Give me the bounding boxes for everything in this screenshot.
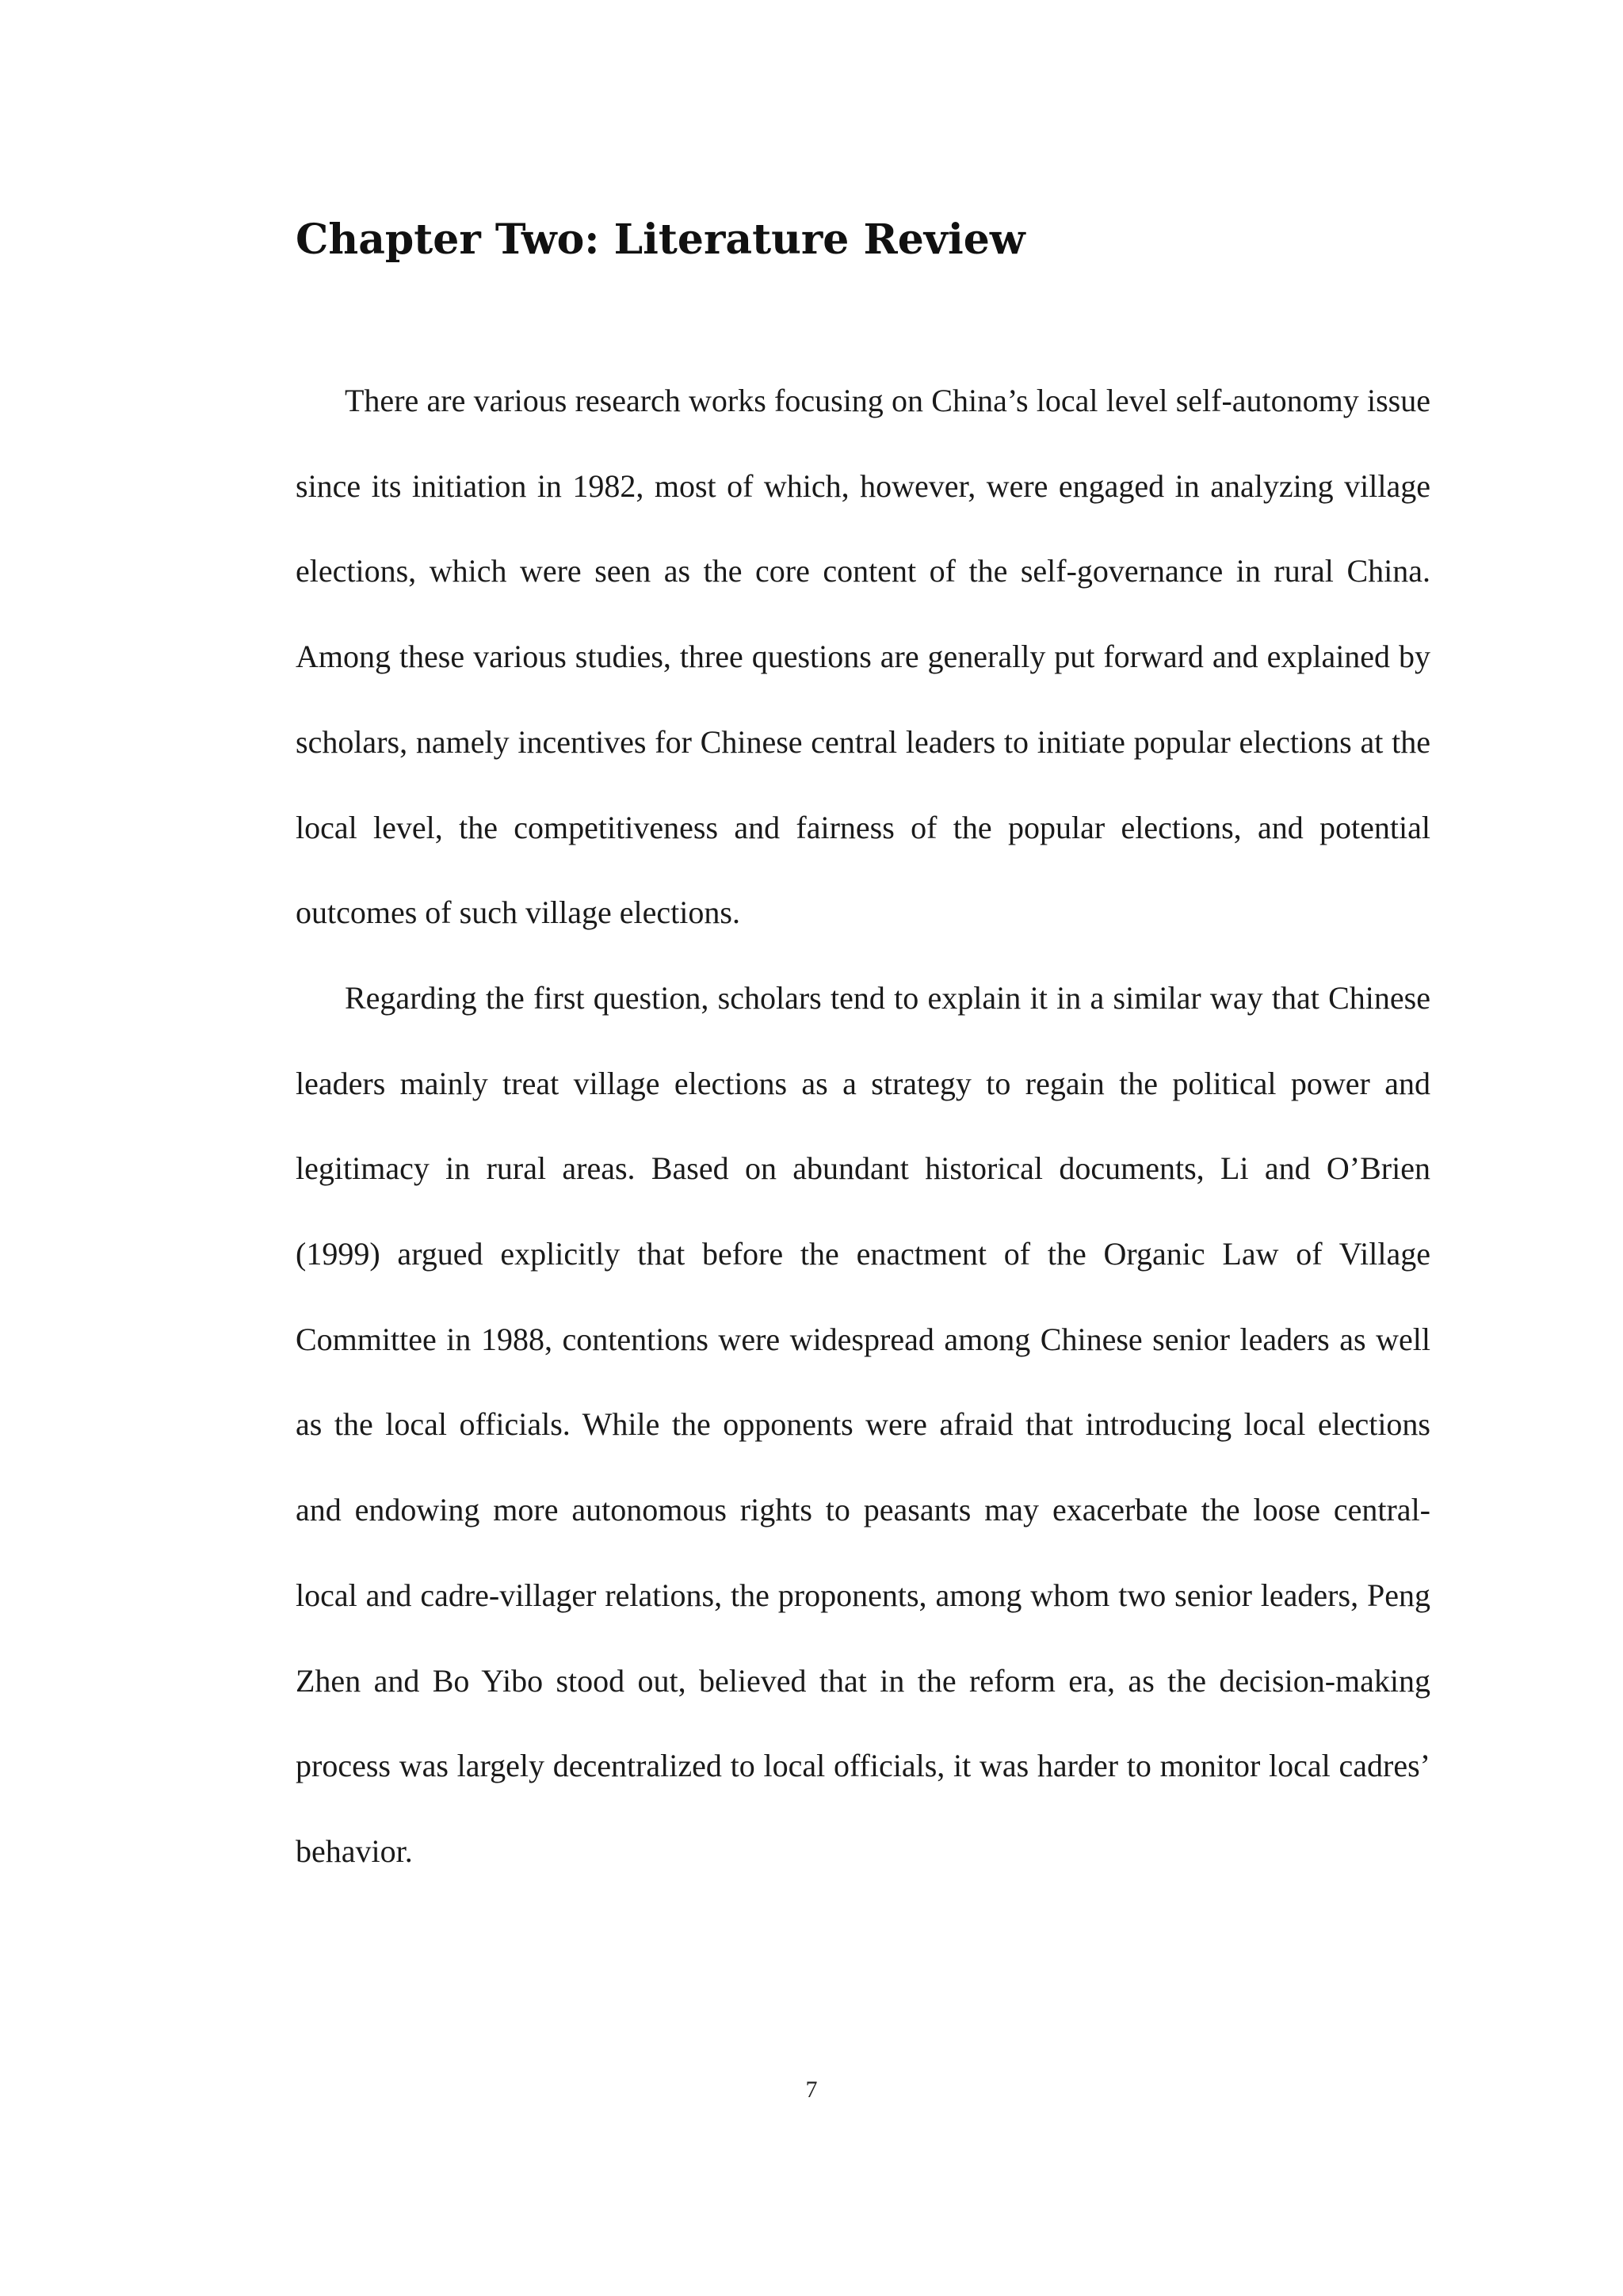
paragraph-1: There are various research works focusing on China’s local level self-autonomy issue since its initiation in 1982, most of which, however, were engaged in analyzing village elections, which were seen as the core content of the self-governance in rural China. Among these various studies, three questions are generally put forward and explained by scholars, namely incentives for Chinese central leaders to initiate popular elections at the local level, the competitiveness and fairness of the popular elections, and potential outcomes of such village elections. (296, 383, 1430, 931)
page-number: 7 (805, 2077, 818, 2103)
body-text (296, 358, 1430, 1894)
chapter-title: Chapter Two: Literature Review (296, 215, 1025, 264)
paragraph-2: Regarding the first question, scholars tend to explain it in a similar way that Chinese leaders mainly treat village elections as a strategy to regain the political power and legitimacy in rural areas. Based on abundant historical documents, Li and O’Brien (1999) argued explicitly that before the enactment of the Organic Law of Village Committee in 1988, contentions were widespread among Chinese senior leaders as well as the local officials. While the opponents were afraid that introducing local elections and endowing more autonomous rights to peasants may exacerbate the loose central-local and cadre-villager relations, the proponents, among whom two senior leaders, Peng Zhen and Bo Yibo stood out, believed that in the reform era, as the decision-making process was largely decentralized to local officials, it was harder to monitor local cadres’ behavior. (296, 979, 1430, 1869)
